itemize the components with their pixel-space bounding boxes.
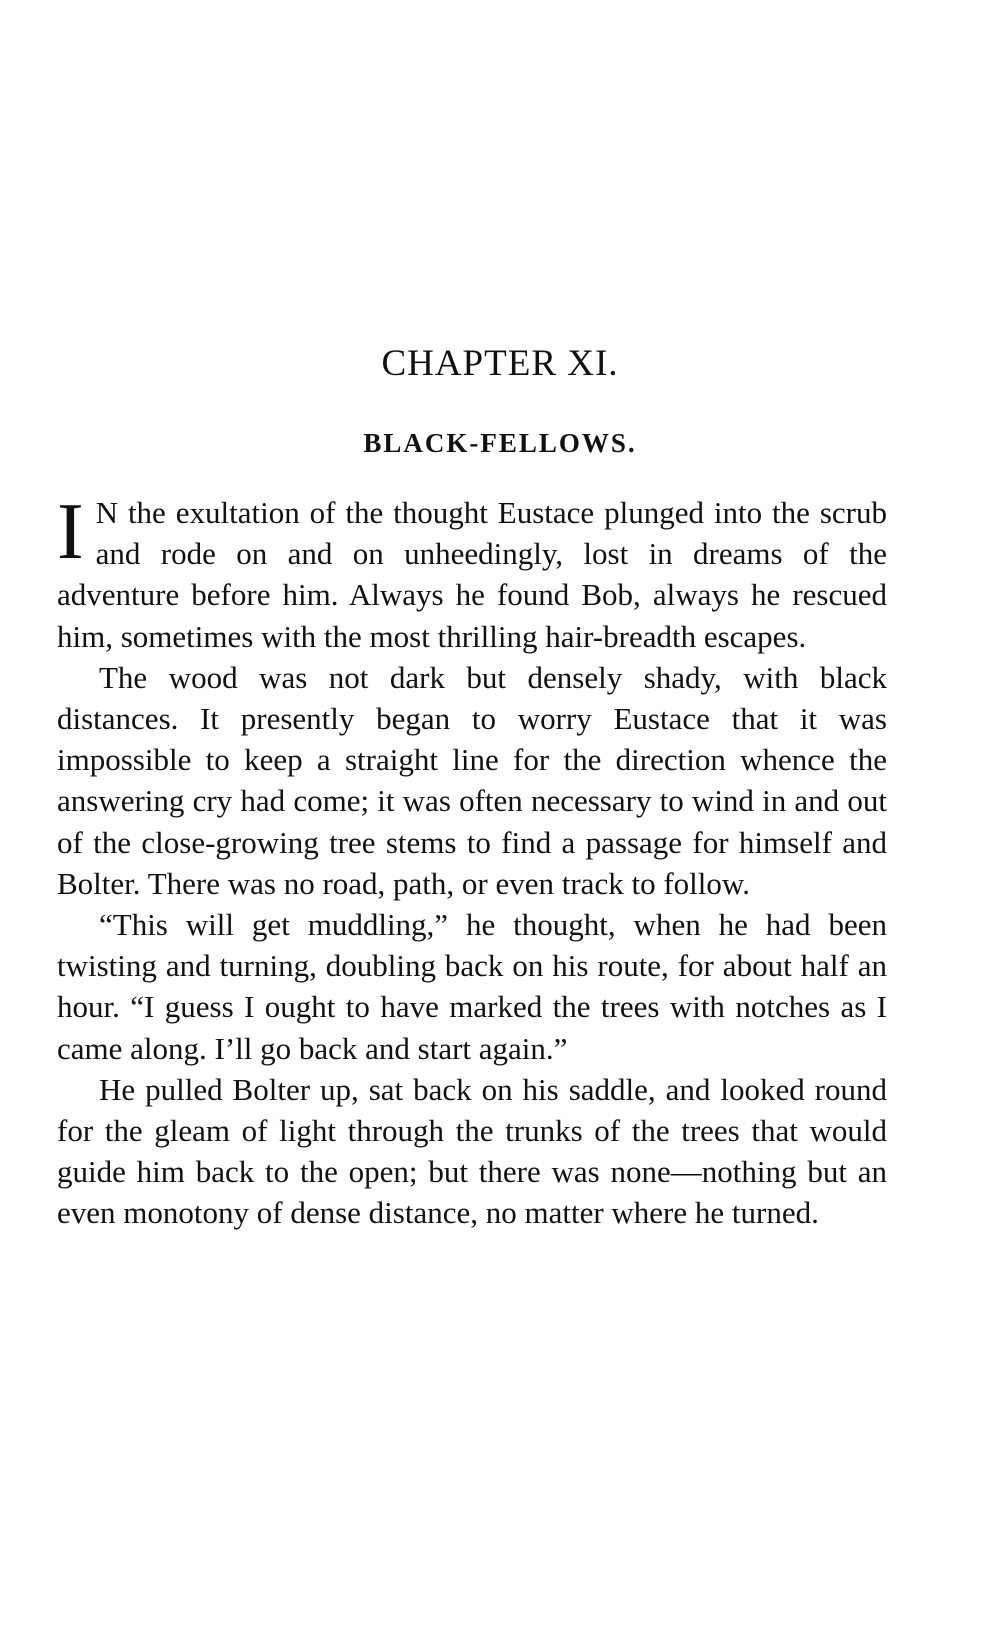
paragraph-4: He pulled Bolter up, sat back on his saddle, and looked round for the gleam of light through the trunks of the trees that would guide him back to the open; but there was none—nothing but an even monotony of dense distance, no matter where he turned. <box>57 1071 887 1231</box>
paragraph-3: “This will get muddling,” he thought, when he had been twisting and turning, doubling back on his route, for about half an hour. “I guess I ought to have marked the trees with notches as I came along. I’ll go back and start again.” <box>57 907 887 1066</box>
chapter-body <box>57 488 887 1234</box>
paragraph-1-text: N the exultation of the thought Eustace plunged into the scrub and rode on and on unheedingly, lost in dreams of the adventure before him. Always he found Bob, always he rescued him, sometimes with the most thrilling hair-breadth escapes. <box>57 495 887 654</box>
chapter-subtitle: BLACK-FELLOWS. <box>363 428 637 458</box>
chapter-title: CHAPTER XI. <box>381 343 619 384</box>
drop-cap: I <box>57 488 84 576</box>
paragraph-2: The wood was not dark but densely shady, with black distances. It presently began to worry Eustace that it was impossible to keep a straight line for the direction whence the answering cry had come; it was often necessary to wind in and out of the close-growing tree stems to find a passage for himself and Bolter. There was no road, path, or even track to follow. <box>57 659 887 901</box>
paragraph-1 <box>57 488 887 657</box>
